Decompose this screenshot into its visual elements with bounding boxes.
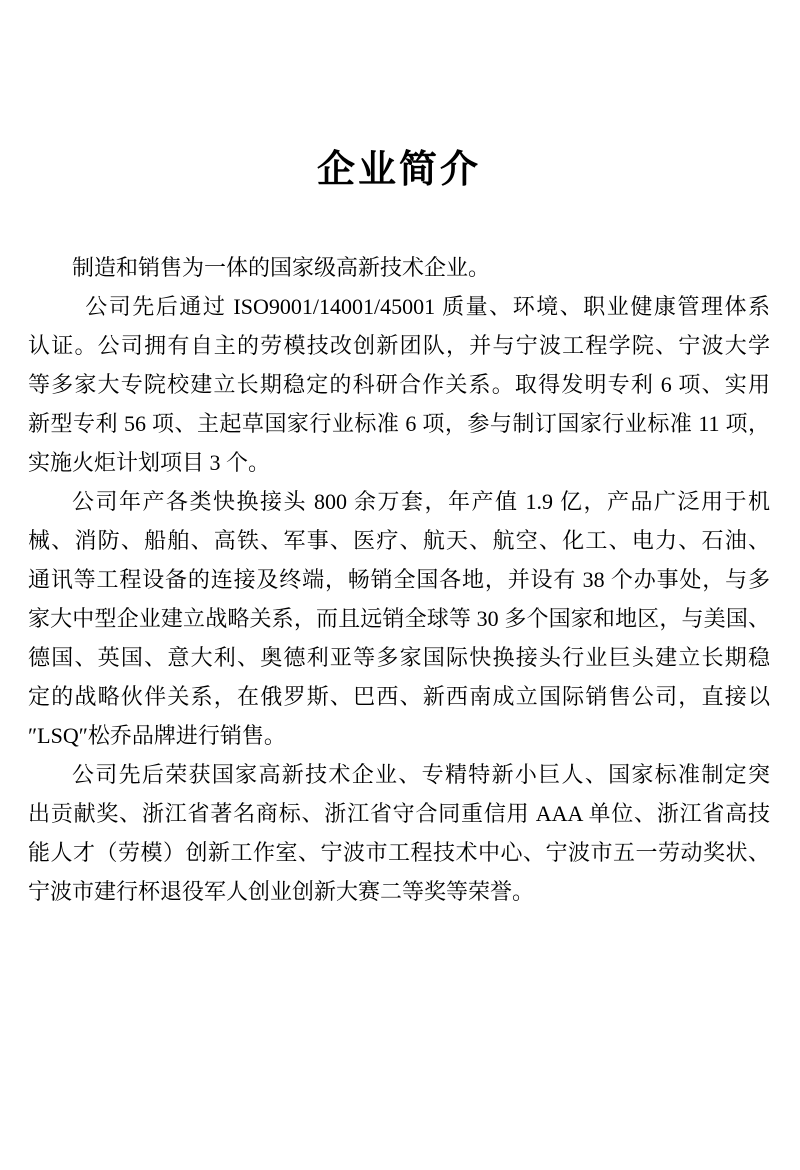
text-line: 认证。公司拥有自主的劳模技改创新团队，并与宁波工程学院、宁波大学 — [28, 333, 770, 358]
page-title: 企业简介 — [316, 149, 481, 191]
text-line: 宁波市建行杯退役军人创业创新大赛二等奖等荣誉。 — [28, 879, 535, 904]
text-line: 公司先后通过 ISO9001/14001/45001 质量、环境、职业健康管理体系 — [85, 294, 770, 319]
text-line: 能人才（劳模）创新工作室、宁波市工程技术中心、宁波市五一劳动奖状、 — [28, 840, 770, 865]
text-line: 德国、英国、意大利、奥德利亚等多家国际快换接头行业巨头建立长期稳 — [28, 645, 770, 670]
text-line: 通讯等工程设备的连接及终端，畅销全国各地，并设有 38 个办事处，与多 — [28, 567, 770, 592]
text-line: 公司年产各类快换接头 800 余万套，年产值 1.9 亿，产品广泛用于机 — [72, 489, 770, 514]
text-line: 制造和销售为一体的国家级高新技术企业。 — [72, 255, 491, 280]
text-line: 公司先后荣获国家高新技术企业、专精特新小巨人、国家标准制定突 — [72, 762, 770, 787]
paragraph — [28, 248, 770, 287]
paragraph — [28, 482, 770, 755]
document-body — [28, 248, 770, 911]
text-line: 等多家大专院校建立长期稳定的科研合作关系。取得发明专利 6 项、实用 — [28, 372, 770, 397]
text-line: 定的战略伙伴关系，在俄罗斯、巴西、新西南成立国际销售公司，直接以 — [28, 684, 770, 709]
text-line: 出贡献奖、浙江省著名商标、浙江省守合同重信用 AAA 单位、浙江省高技 — [28, 801, 770, 826]
text-line: ″LSQ″松乔品牌进行销售。 — [28, 723, 286, 748]
text-line: 新型专利 56 项、主起草国家行业标准 6 项，参与制订国家行业标准 11 项， — [28, 411, 770, 436]
text-line: 实施火炬计划项目 3 个。 — [28, 450, 271, 475]
paragraph — [28, 287, 770, 482]
text-line: 械、消防、船舶、高铁、军事、医疗、航天、航空、化工、电力、石油、 — [28, 528, 770, 553]
paragraph — [28, 755, 770, 911]
text-line: 家大中型企业建立战略关系，而且远销全球等 30 多个国家和地区，与美国、 — [28, 606, 770, 631]
